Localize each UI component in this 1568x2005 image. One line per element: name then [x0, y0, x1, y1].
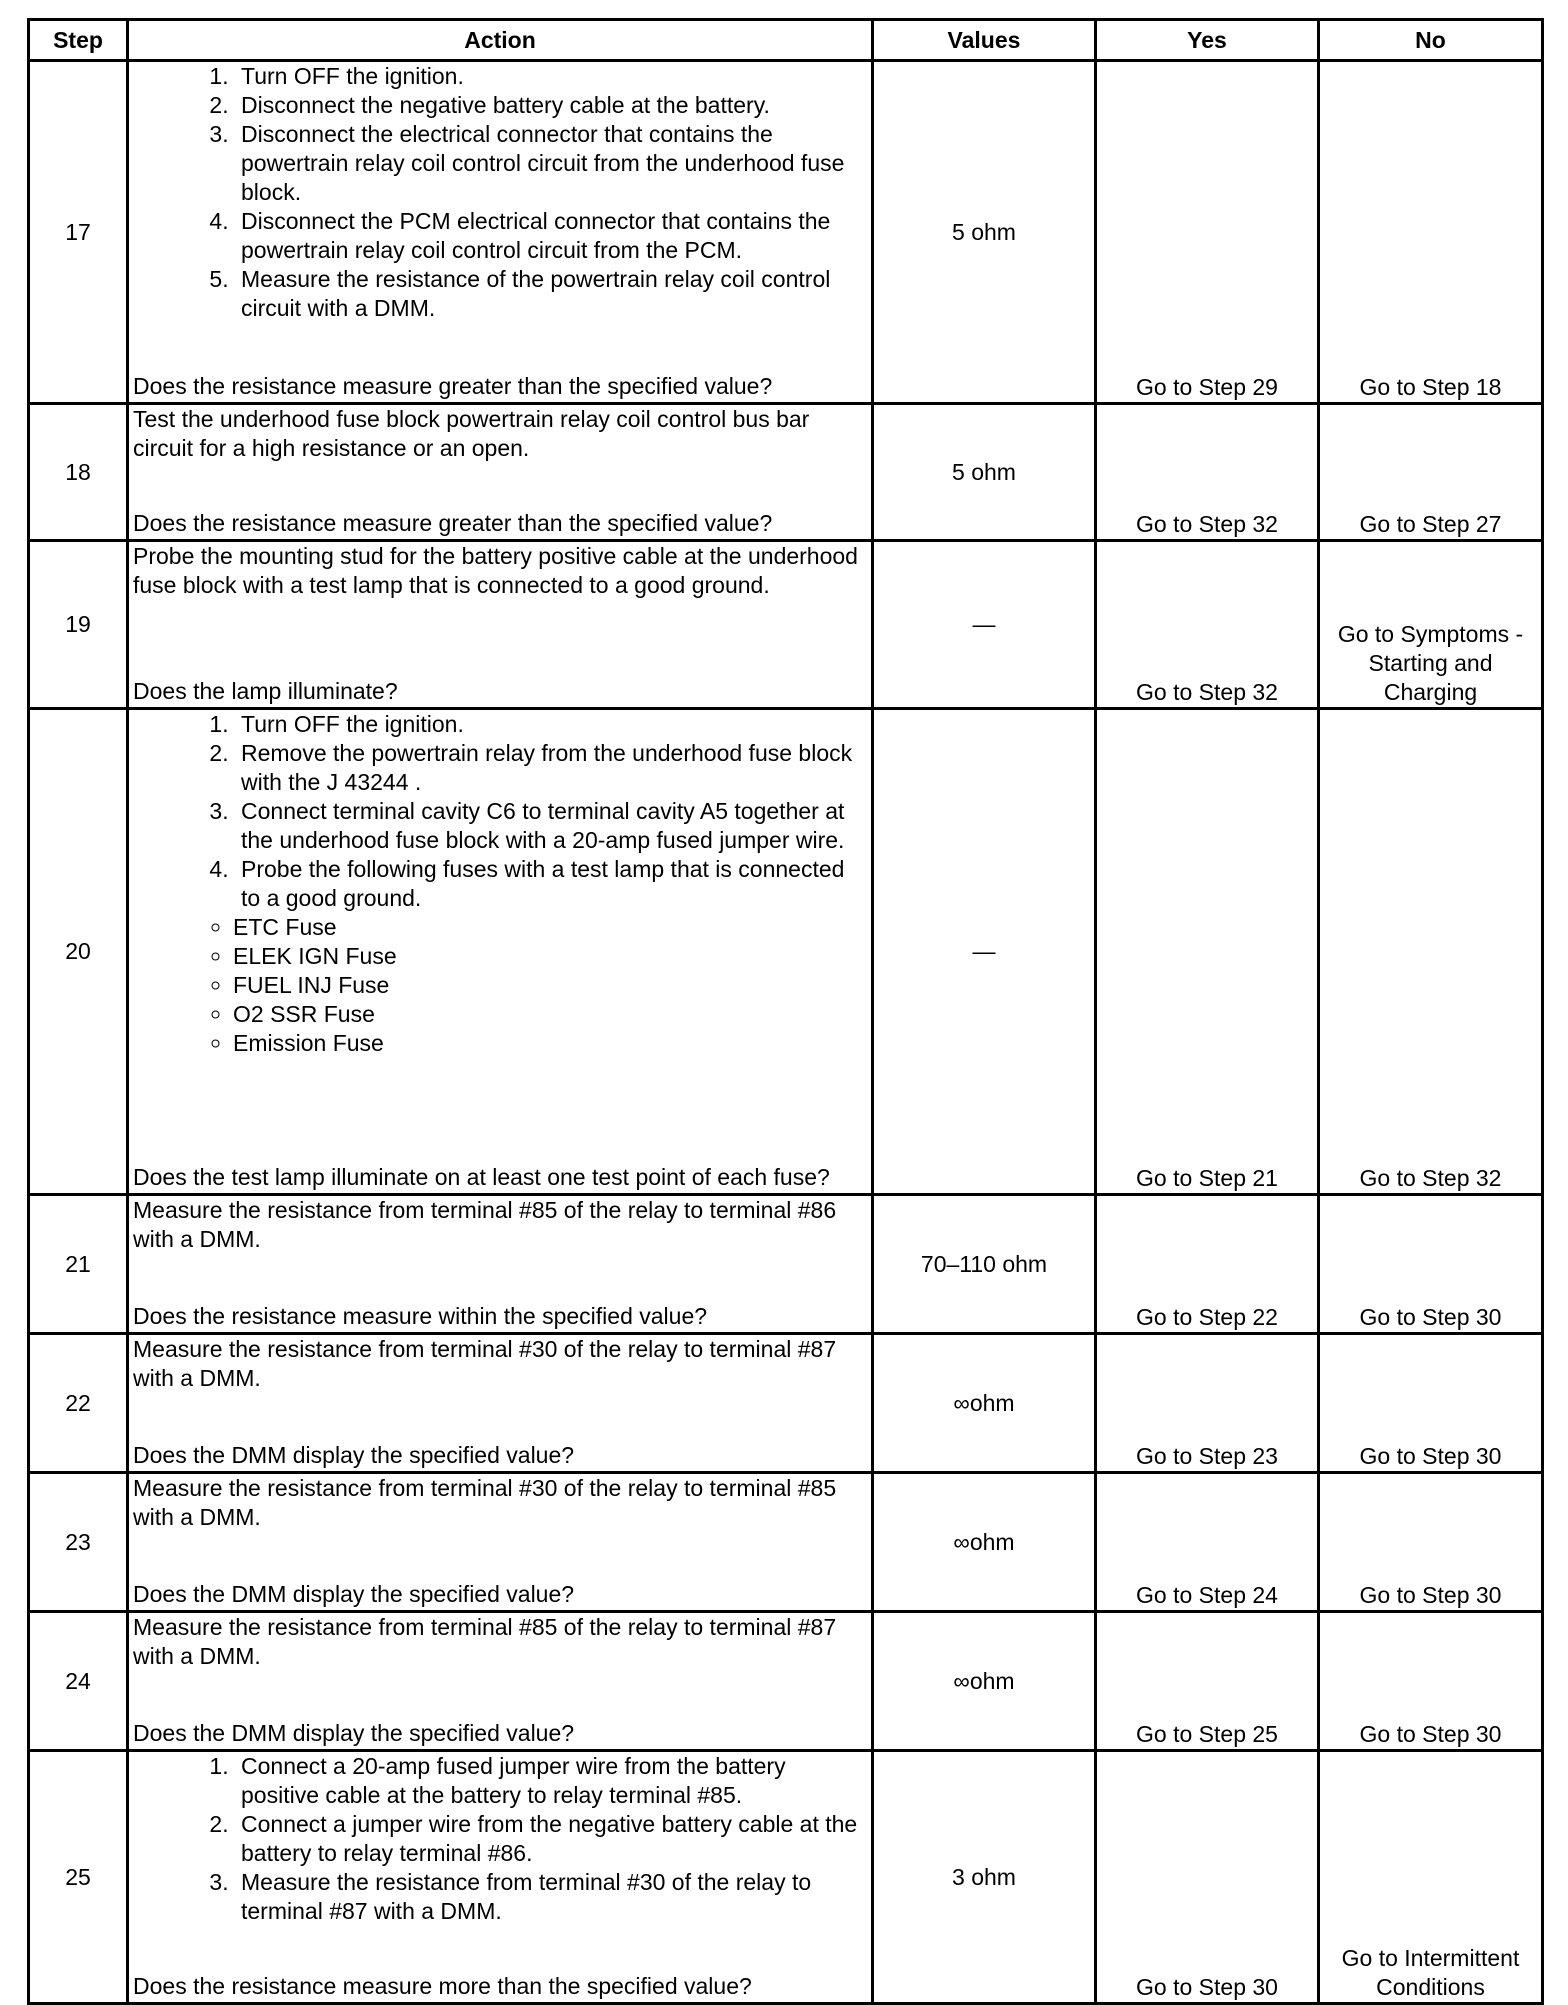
step-number: 21 [29, 1195, 128, 1334]
action-text: Measure the resistance from terminal #85 of the relay to terminal #87 with a DMM. [133, 1614, 837, 1669]
action-text: Measure the resistance from terminal #85 of the relay to terminal #86 with a DMM. [133, 1197, 837, 1252]
question-text: Does the resistance measure more than the specified value? [133, 1973, 752, 1999]
table-row [29, 541, 1543, 709]
value-cell: ∞ohm [873, 1612, 1096, 1751]
question-text: Does the DMM display the specified value? [133, 1720, 575, 1746]
table-row [29, 1195, 1543, 1334]
fuse-item: ◦ O2 SSR Fuse [233, 1000, 867, 1029]
list-item: 1. Turn OFF the ignition. [235, 710, 867, 739]
question-text: Does the resistance measure greater than the specified value? [133, 510, 773, 536]
table-row [29, 1612, 1543, 1751]
no-cell: Go to Symptoms - Starting and Charging [1319, 541, 1543, 709]
question-text: Does the resistance measure within the specified value? [133, 1303, 708, 1329]
question-text: Does the resistance measure greater than the specified value? [133, 373, 773, 399]
list-item: 2. Connect a jumper wire from the negative battery cable at the battery to relay terminal #86. [235, 1810, 867, 1868]
list-item: 4. Disconnect the PCM electrical connector that contains the powertrain relay coil control circuit from the PCM. [235, 207, 867, 265]
no-cell: Go to Step 30 [1319, 1334, 1543, 1473]
no-cell: Go to Step 32 [1319, 709, 1543, 1195]
value-cell: 70–110 ohm [873, 1195, 1096, 1334]
value-cell: — [873, 541, 1096, 709]
list-item: 4. Probe the following fuses with a test lamp that is connected to a good ground. [235, 855, 867, 913]
no-cell: Go to Intermittent Conditions [1319, 1751, 1543, 2004]
step-number: 25 [29, 1751, 128, 2004]
yes-cell: Go to Step 22 [1096, 1195, 1319, 1334]
action-text: Measure the resistance from terminal #30 of the relay to terminal #85 with a DMM. [133, 1475, 837, 1530]
header-values: Values [873, 20, 1096, 61]
list-item: 1. Turn OFF the ignition. [235, 62, 867, 91]
no-cell: Go to Step 30 [1319, 1473, 1543, 1612]
step-number: 23 [29, 1473, 128, 1612]
list-item: 5. Measure the resistance of the powertrain relay coil control circuit with a DMM. [235, 265, 867, 323]
action-cell [128, 1473, 873, 1612]
header-yes: Yes [1096, 20, 1319, 61]
value-cell: 5 ohm [873, 61, 1096, 404]
diagnostic-table [27, 18, 1544, 2005]
list-item: 2. Remove the powertrain relay from the underhood fuse block with the J 43244 . [235, 739, 867, 797]
value-cell: 3 ohm [873, 1751, 1096, 2004]
action-cell [128, 61, 873, 404]
list-item: 3. Measure the resistance from terminal #30 of the relay to terminal #87 with a DMM. [235, 1868, 867, 1926]
step-number: 22 [29, 1334, 128, 1473]
header-row [29, 20, 1543, 61]
header-step: Step [29, 20, 128, 61]
step-number: 17 [29, 61, 128, 404]
yes-cell: Go to Step 32 [1096, 541, 1319, 709]
no-cell: Go to Step 27 [1319, 404, 1543, 541]
question-text: Does the test lamp illuminate on at least one test point of each fuse? [133, 1164, 830, 1190]
action-cell [128, 404, 873, 541]
value-cell: ∞ohm [873, 1473, 1096, 1612]
yes-cell: Go to Step 29 [1096, 61, 1319, 404]
step-number: 19 [29, 541, 128, 709]
header-no: No [1319, 20, 1543, 61]
action-cell [128, 1195, 873, 1334]
list-item: 1. Connect a 20-amp fused jumper wire from the battery positive cable at the battery to relay terminal #85. [235, 1752, 867, 1810]
yes-cell: Go to Step 21 [1096, 709, 1319, 1195]
table-row [29, 1751, 1543, 2004]
table-row [29, 61, 1543, 404]
no-cell: Go to Step 18 [1319, 61, 1543, 404]
fuse-item: ◦ FUEL INJ Fuse [233, 971, 867, 1000]
yes-cell: Go to Step 32 [1096, 404, 1319, 541]
table-row [29, 404, 1543, 541]
procedure-list [133, 710, 867, 913]
list-item: 2. Disconnect the negative battery cable at the battery. [235, 91, 867, 120]
yes-cell: Go to Step 25 [1096, 1612, 1319, 1751]
step-number: 20 [29, 709, 128, 1195]
action-text: Probe the mounting stud for the battery positive cable at the underhood fuse block with a test lamp that is connected to a good ground. [133, 543, 858, 598]
action-cell [128, 541, 873, 709]
fuse-item: ◦ Emission Fuse [233, 1029, 867, 1058]
step-number: 18 [29, 404, 128, 541]
yes-cell: Go to Step 23 [1096, 1334, 1319, 1473]
action-cell [128, 1334, 873, 1473]
question-text: Does the DMM display the specified value? [133, 1581, 575, 1607]
fuse-item: ◦ ETC Fuse [233, 913, 867, 942]
list-item: 3. Disconnect the electrical connector that contains the powertrain relay coil control circuit from the underhood fuse block. [235, 120, 867, 207]
list-item: 3. Connect terminal cavity C6 to terminal cavity A5 together at the underhood fuse block with a 20-amp fused jumper wire. [235, 797, 867, 855]
procedure-list [133, 1752, 867, 1926]
action-cell [128, 1612, 873, 1751]
question-text: Does the lamp illuminate? [133, 678, 398, 704]
action-cell [128, 1751, 873, 2004]
header-action: Action [128, 20, 873, 61]
table-row [29, 1473, 1543, 1612]
question-text: Does the DMM display the specified value? [133, 1442, 575, 1468]
value-cell: 5 ohm [873, 404, 1096, 541]
action-text: Measure the resistance from terminal #30 of the relay to terminal #87 with a DMM. [133, 1336, 837, 1391]
yes-cell: Go to Step 24 [1096, 1473, 1319, 1612]
no-cell: Go to Step 30 [1319, 1195, 1543, 1334]
table-row [29, 709, 1543, 1195]
action-cell [128, 709, 873, 1195]
no-cell: Go to Step 30 [1319, 1612, 1543, 1751]
action-text: Test the underhood fuse block powertrain relay coil control bus bar circuit for a high resistance or an open. [133, 406, 810, 461]
step-number: 24 [29, 1612, 128, 1751]
fuse-list [133, 913, 867, 1058]
yes-cell: Go to Step 30 [1096, 1751, 1319, 2004]
fuse-item: ◦ ELEK IGN Fuse [233, 942, 867, 971]
procedure-list [133, 62, 867, 323]
table-row [29, 1334, 1543, 1473]
procedure-block [133, 710, 867, 1058]
value-cell: — [873, 709, 1096, 1195]
value-cell: ∞ohm [873, 1334, 1096, 1473]
